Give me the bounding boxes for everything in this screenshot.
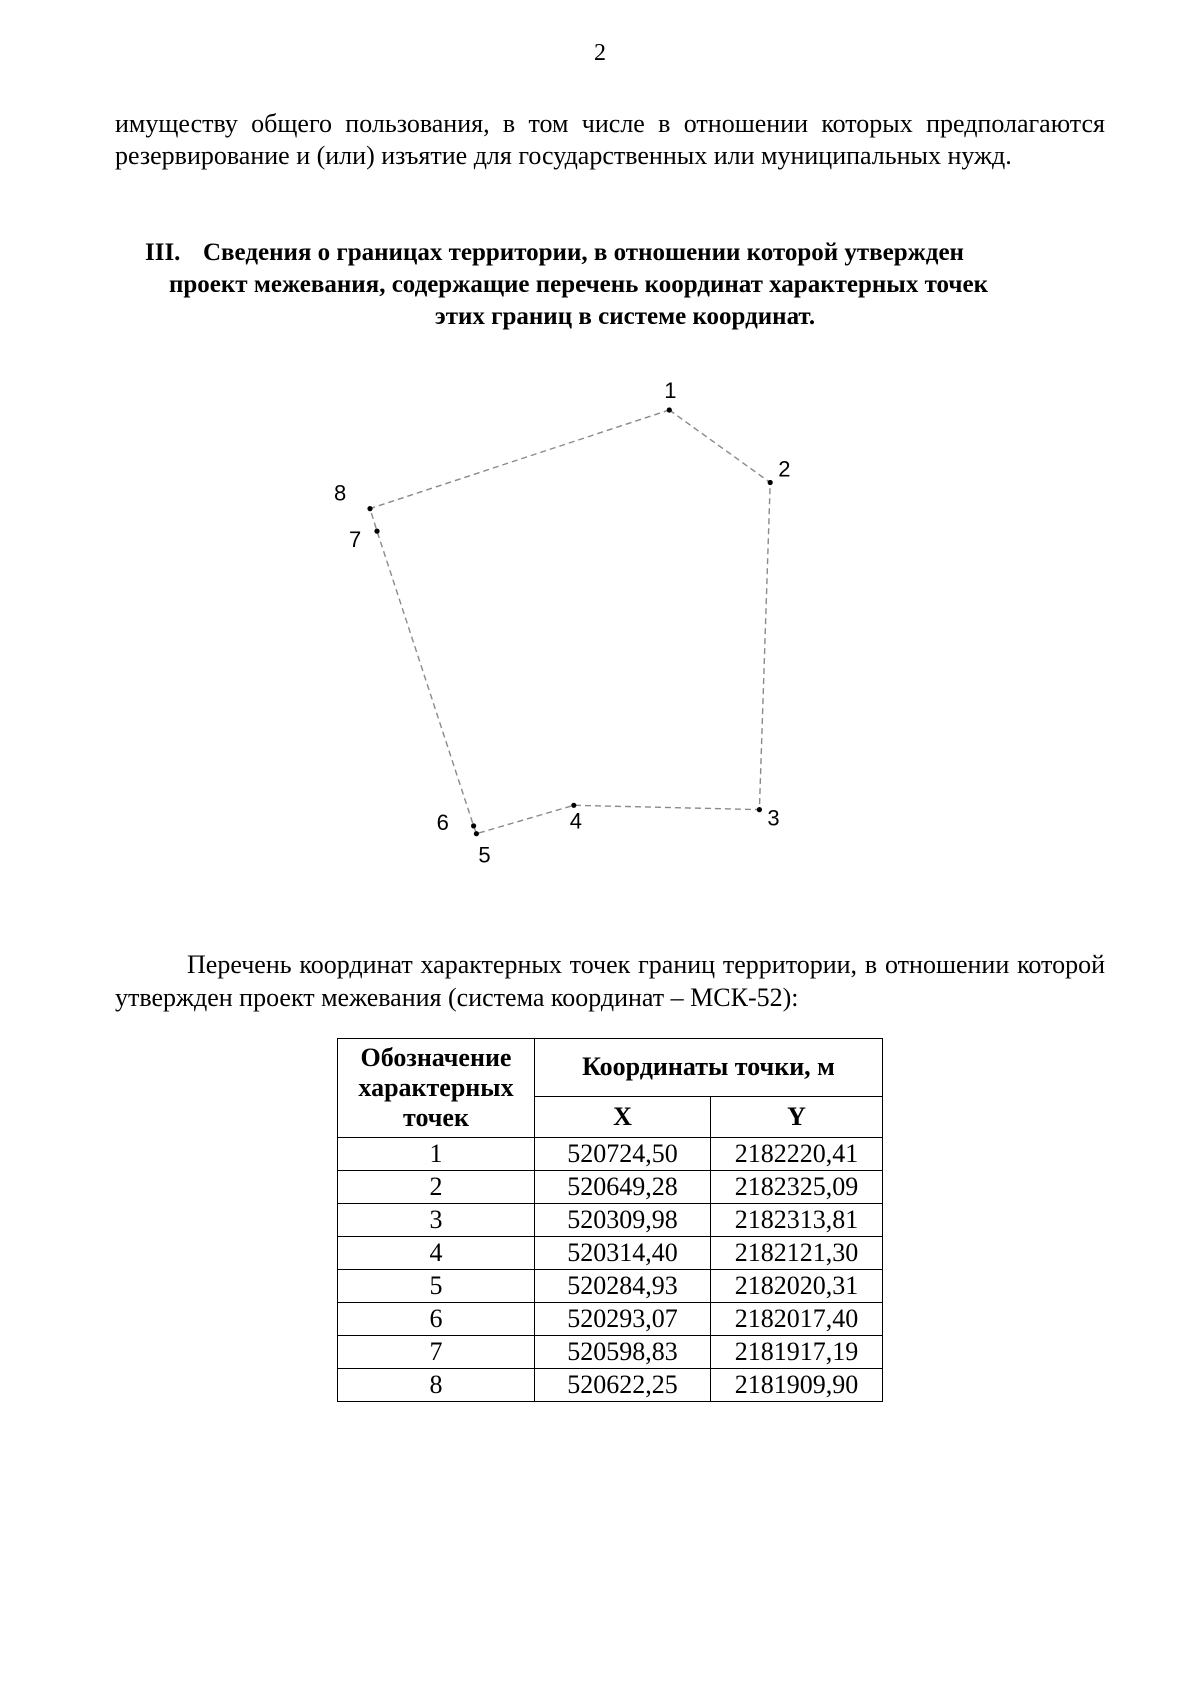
cell-x: 520293,07 xyxy=(535,1303,711,1336)
header-y: Y xyxy=(711,1096,883,1137)
cell-y: 2182121,30 xyxy=(711,1237,883,1270)
section-numeral: III. xyxy=(145,239,181,266)
cell-y: 2182313,81 xyxy=(711,1204,883,1237)
table-row xyxy=(338,1171,883,1204)
header-x: X xyxy=(535,1096,711,1137)
cell-point: 3 xyxy=(338,1204,535,1237)
intro-paragraph: имуществу общего пользования, в том числе в отношении которых предполагаются резервирование и (или) изъятие для государственных или муниципальных нужд. xyxy=(115,109,1105,170)
boundary-point-label-2: 2 xyxy=(778,456,791,482)
table-row xyxy=(338,1303,883,1336)
table-row xyxy=(338,1336,883,1369)
header-points: Обозначение характерных точек xyxy=(338,1039,535,1138)
cell-y: 2182220,41 xyxy=(711,1138,883,1171)
cell-x: 520622,25 xyxy=(535,1369,711,1402)
boundary-point-4 xyxy=(571,803,576,808)
boundary-point-6 xyxy=(471,823,476,828)
header-coordinates: Координаты точки, м xyxy=(535,1039,883,1097)
cell-point: 2 xyxy=(338,1171,535,1204)
cell-y: 2181917,19 xyxy=(711,1336,883,1369)
boundary-points xyxy=(334,378,790,868)
boundary-point-label-3: 3 xyxy=(767,805,780,831)
cell-point: 5 xyxy=(338,1270,535,1303)
table-row xyxy=(338,1369,883,1402)
cell-x: 520309,98 xyxy=(535,1204,711,1237)
cell-x: 520284,93 xyxy=(535,1270,711,1303)
cell-x: 520598,83 xyxy=(535,1336,711,1369)
boundary-point-label-5: 5 xyxy=(478,842,491,868)
boundary-point-2 xyxy=(768,480,773,485)
boundary-point-7 xyxy=(374,529,379,534)
boundary-point-8 xyxy=(367,506,372,511)
section-title-line-2: проект межевания, содержащие перечень координат характерных точек xyxy=(169,271,988,298)
cell-point: 1 xyxy=(338,1138,535,1171)
boundary-scheme xyxy=(0,360,1200,920)
cell-point: 8 xyxy=(338,1369,535,1402)
coordinates-list-caption: Перечень координат характерных точек границ территории, в отношении которой утвержден проект межевания (система координат – МСК-52): xyxy=(115,950,1105,1012)
boundary-point-label-8: 8 xyxy=(334,480,347,506)
cell-x: 520724,50 xyxy=(535,1138,711,1171)
cell-point: 4 xyxy=(338,1237,535,1270)
boundary-point-1 xyxy=(667,407,672,412)
cell-point: 7 xyxy=(338,1336,535,1369)
boundary-point-label-6: 6 xyxy=(436,809,449,835)
page-number: 2 xyxy=(594,40,606,66)
cell-y: 2181909,90 xyxy=(711,1369,883,1402)
boundary-point-5 xyxy=(474,831,479,836)
table-row xyxy=(338,1204,883,1237)
cell-y: 2182017,40 xyxy=(711,1303,883,1336)
section-title-line-1: Сведения о границах территории, в отношении которой утвержден xyxy=(203,239,964,266)
boundary-point-label-1: 1 xyxy=(664,378,677,403)
boundary-point-3 xyxy=(757,807,762,812)
cell-x: 520649,28 xyxy=(535,1171,711,1204)
cell-x: 520314,40 xyxy=(535,1237,711,1270)
cell-y: 2182020,31 xyxy=(711,1270,883,1303)
coordinates-table xyxy=(337,1038,883,1402)
cell-y: 2182325,09 xyxy=(711,1171,883,1204)
table-row xyxy=(338,1270,883,1303)
table-row xyxy=(338,1138,883,1171)
table-row xyxy=(338,1237,883,1270)
boundary-polygon xyxy=(370,410,770,834)
boundary-point-label-7: 7 xyxy=(349,527,362,553)
cell-point: 6 xyxy=(338,1303,535,1336)
boundary-point-label-4: 4 xyxy=(569,808,583,834)
section-title-line-3: этих границ в системе координат. xyxy=(434,303,816,330)
